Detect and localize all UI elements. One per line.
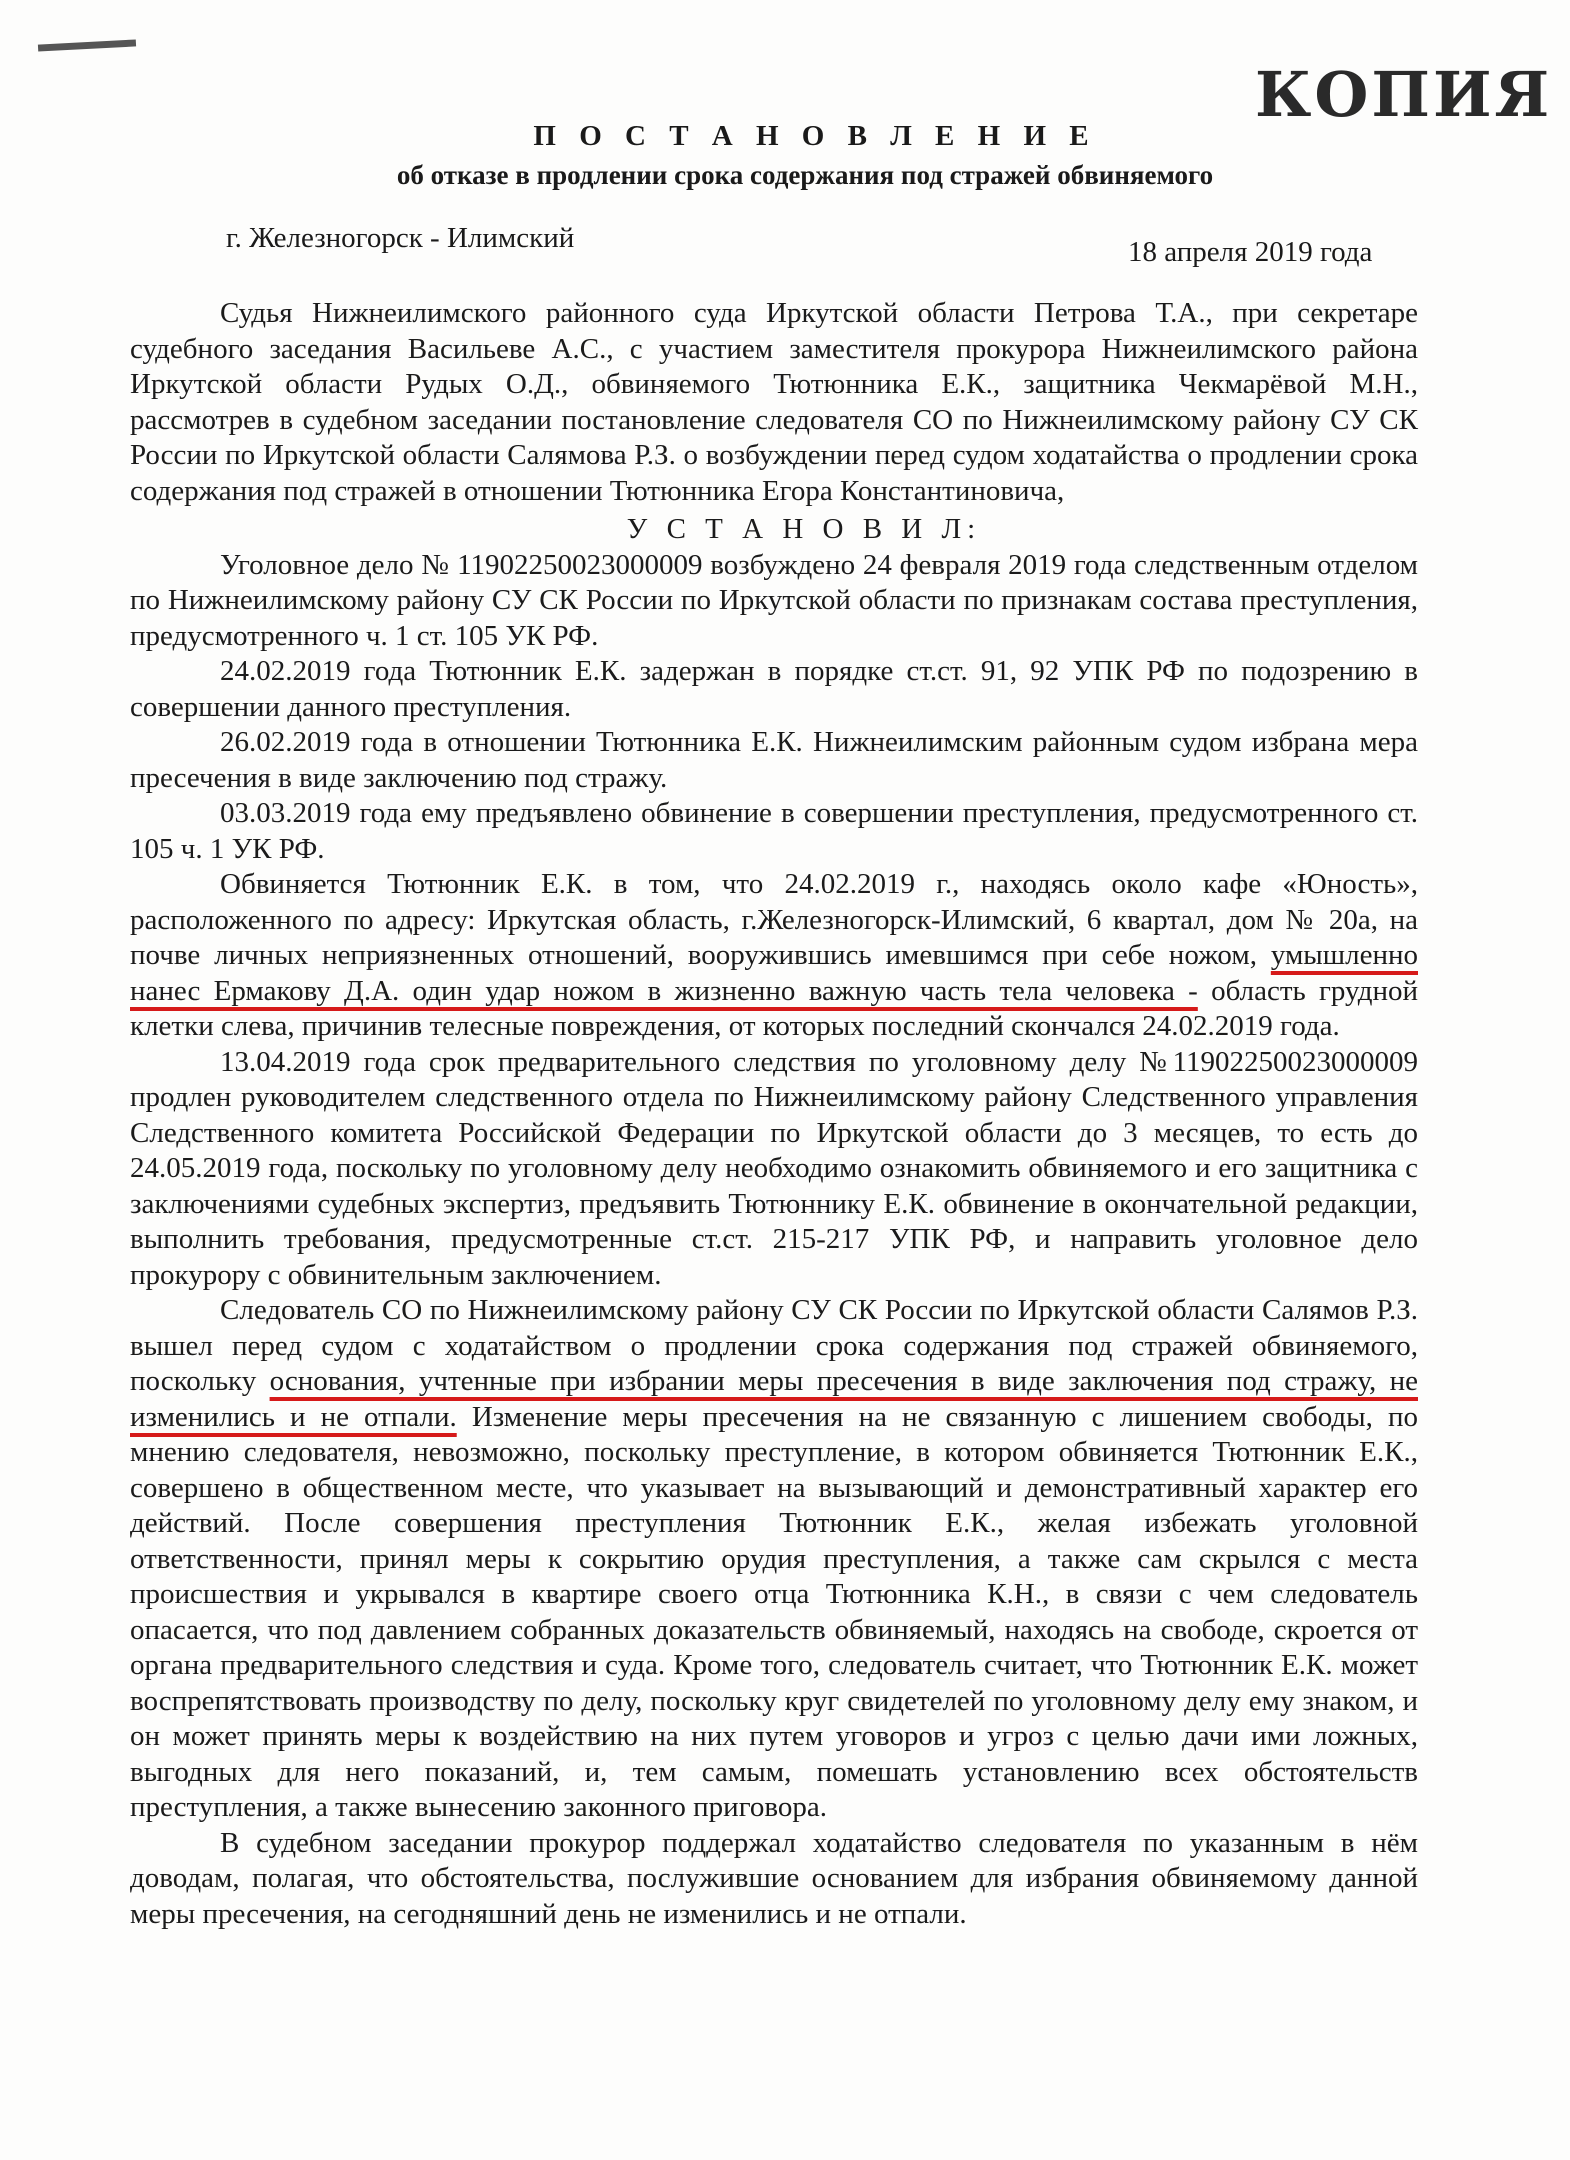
motion-text-end: Изменение меры пресечения на не связанную с лишением свободы, по мнению следователя, невозможно, поскольку преступление, в котором обвиняется Тютюнник Е.К., совершено в общественном месте, что указывает на вызывающий и демонстративный характер его действий. После совершения преступления Тютюнник Е.К., желая избежать уголовной ответственности, принял меры к сокрытию орудия преступления, а также сам скрылся с места происшествия и укрывался в квартире своего отца Тютюнника К.Н., в связи с чем следователь опасается, что под давлением собранных доказательств обвиняемый, находясь на свободе, скроется от органа предварительного следствия и суда. Кроме того, следователь считает, что Тютюнник Е.К. может воспрепятствовать производству по делу, поскольку круг свидетелей по уголовному делу ему знаком, и он может принять меры к воздействию на них путем уговоров и угроз с целью дачи ими ложных, выгодных для него показаний, и, тем самым, помешать установлению всех обстоятельств преступления, а также вынесению законного приговора. — [130, 1400, 1418, 1823]
underlined-grounds: основания, учтенные при избрании меры пресечения в виде заключения под стражу, не изменились и не отпали. — [130, 1365, 1418, 1433]
paragraph-detention: 24.02.2019 года Тютюнник Е.К. задержан в порядке ст.ст. 91, 92 УПК РФ по подозрению в совершении данного преступления. — [130, 655, 1418, 723]
document-date: 18 апреля 2019 года — [1128, 236, 1373, 268]
paragraph-charge: 03.03.2019 года ему предъявлено обвинение в совершении преступления, предусмотренного ст. 105 ч. 1 УК РФ. — [130, 797, 1418, 865]
paragraph-extension: 13.04.2019 года срок предварительного следствия по уголовному делу №11902250023000009 продлен руководителем следственного отдела по Нижнеилимскому району Следственного управления Следственного комитета Российской Федерации по Иркутской области до 3 месяцев, то есть до 24.05.2019 года, поскольку по уголовному делу необходимо ознакомить обвиняемого и его защитника с заключениями судебных экспертиз, предъявить Тютюннику Е.К. обвинение в окончательной редакции, выполнить требования, предусмотренные ст.ст. 215-217 УПК РФ, и направить уголовное дело прокурору с обвинительным заключением. — [130, 1045, 1418, 1291]
motion-text-start: Следователь СО по Нижнеилимскому району СУ СК России по Иркутской области Салямов Р.З. вышел перед судом с ходатайством о продлении срока содержания под стражей обвиняемого, поскольку — [130, 1294, 1418, 1397]
paragraph-intro: Судья Нижнеилимского районного суда Иркутской области Петрова Т.А., при секретаре судебного заседания Васильеве А.С., с участием заместителя прокурора Нижнеилимского района Иркутской области Рудых О.Д., обвиняемого Тютюнника Е.К., защитника Чекмарёвой М.Н., рассмотрев в судебном заседании постановление следователя СО по Нижнеилимскому району СУ СК России по Иркутской области Салямова Р.З. о возбуждении перед судом ходатайства о продлении срока содержания под стражей в отношении Тютюнника Егора Константиновича, — [130, 297, 1418, 507]
paragraph-prosecutor: В судебном заседании прокурор поддержал ходатайство следователя по указанным в нём доводам, полагая, что обстоятельства, послужившие основанием для избрания обвиняемому данной меры пресечения, на сегодняшний день не изменились и не отпали. — [130, 1826, 1418, 1930]
scan-artifact-line — [38, 39, 136, 51]
document-subtitle: об отказе в продлении срока содержания под стражей обвиняемого — [396, 160, 1214, 190]
paragraph-investigator-motion — [130, 1293, 1418, 1826]
document-title: П О С Т А Н О В Л Е Н И Е — [533, 120, 1097, 152]
document-place: г. Железногорск - Илимский — [226, 222, 575, 254]
accusation-text-start: Обвиняется Тютюнник Е.К. в том, что 24.02.2019 г., находясь около кафе «Юность», расположенного по адресу: Иркутская область, г.Железногорск-Илимский, 6 квартал, дом № 20а, на почве личных неприязненных отношений, вооружившись имевшимся при себе ножом, — [130, 868, 1418, 971]
accusation-text-end: область грудной клетки слева, причинив телесные повреждения, от которых последний скончался 24.02.2019 года. — [130, 974, 1418, 1042]
paragraph-case: Уголовное дело № 11902250023000009 возбуждено 24 февраля 2019 года следственным отделом по Нижнеилимскому району СУ СК России по Иркутской области по признакам состава преступления, предусмотренного ч. 1 ст. 105 УК РФ. — [130, 548, 1418, 652]
underlined-accusation: умышленно нанес Ермакову Д.А. один удар ножом в жизненно важную часть тела человека - — [130, 939, 1418, 1007]
section-heading: У С Т А Н О В И Л: — [626, 513, 982, 545]
document-body — [130, 296, 1418, 1932]
paragraph-accusation — [130, 867, 1418, 1045]
copy-stamp: КОПИЯ — [1255, 58, 1553, 131]
paragraph-custody: 26.02.2019 года в отношении Тютюнника Е.К. Нижнеилимским районным судом избрана мера пресечения в виде заключению под стражу. — [130, 726, 1418, 794]
